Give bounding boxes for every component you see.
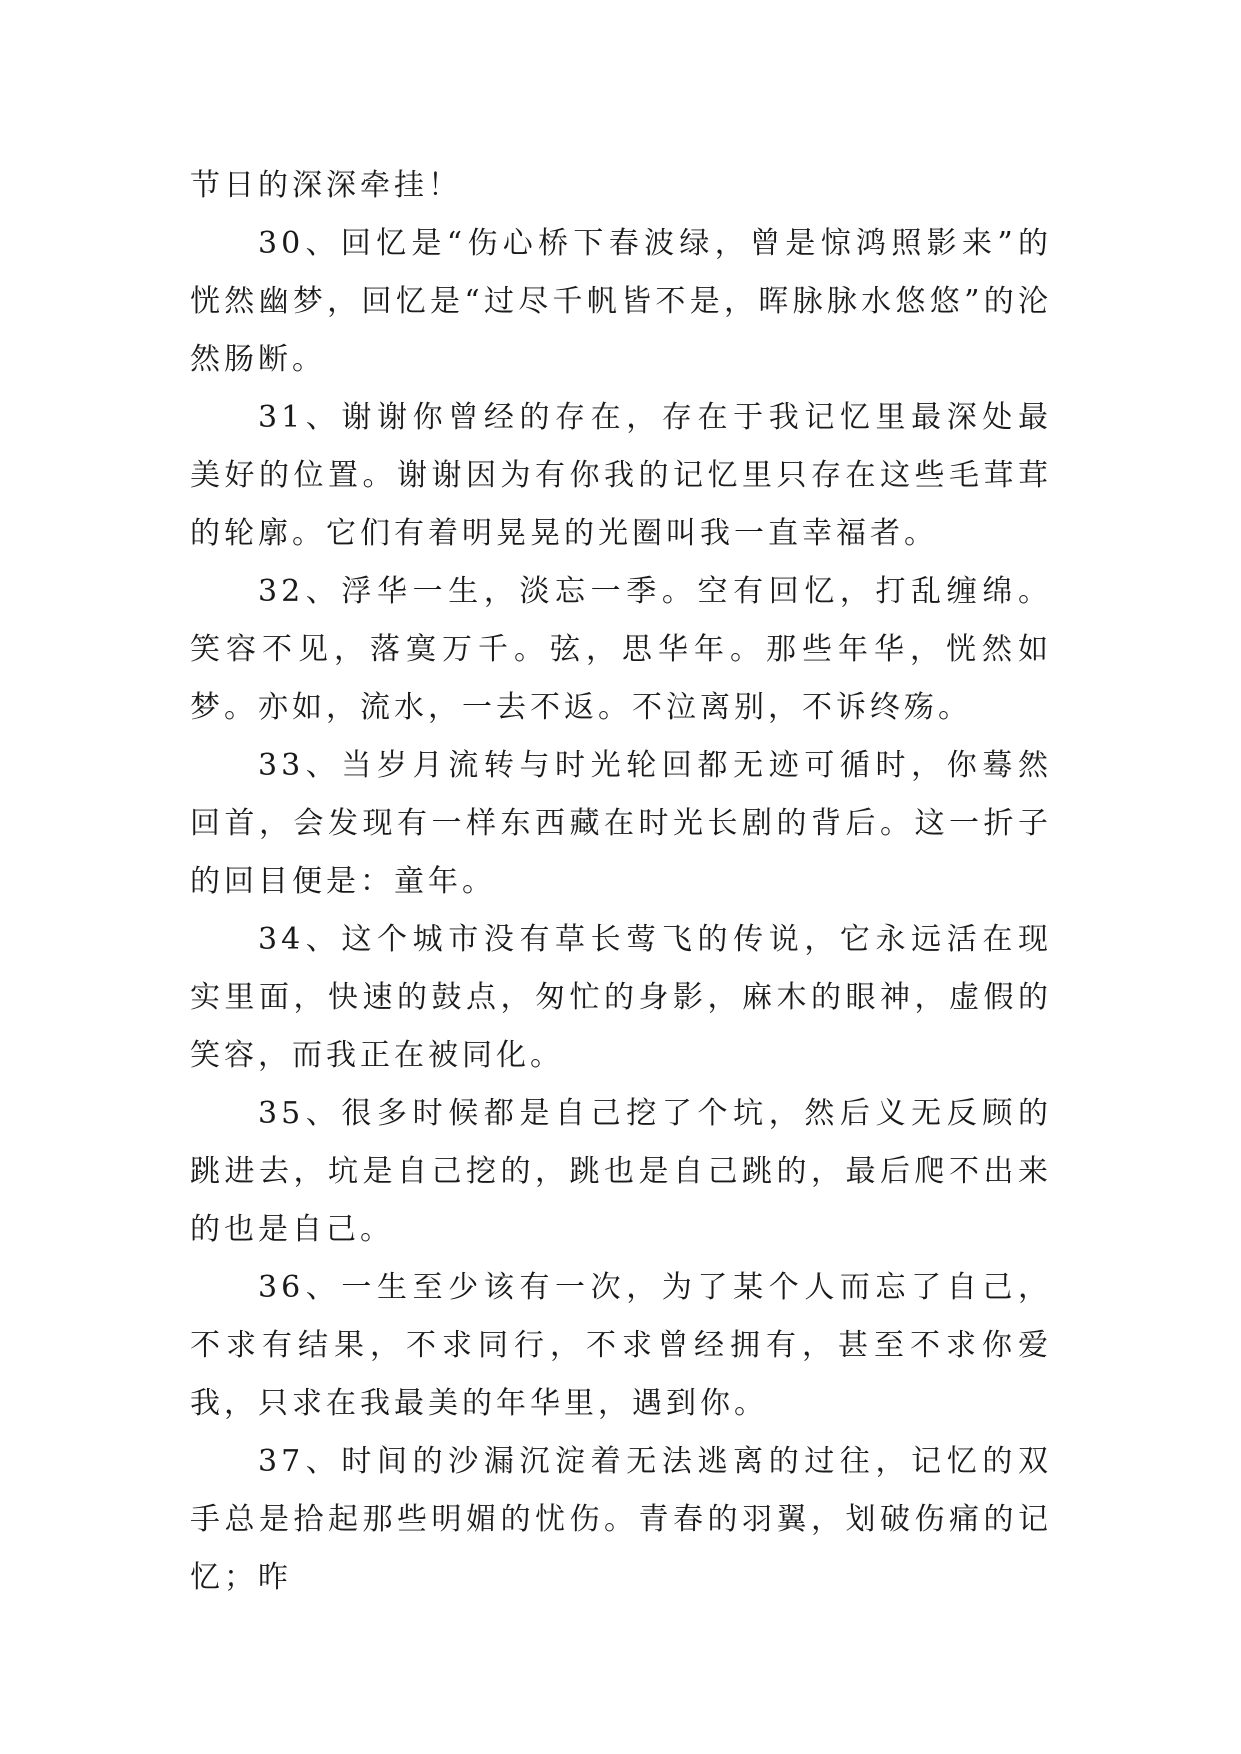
paragraph-37: 37、时间的沙漏沉淀着无法逃离的过往，记忆的双手总是拾起那些明媚的忧伤。青春的羽翼，划破伤痛的记忆；昨	[190, 1444, 1052, 1595]
paragraph-30: 30、回忆是“伤心桥下春波绿，曾是惊鸿照影来”的恍然幽梦，回忆是“过尽千帆皆不是，晖脉脉水悠悠”的沦然肠断。	[190, 226, 1052, 377]
paragraph-continuation: 节日的深深牵挂！	[190, 168, 462, 203]
paragraph-36: 36、一生至少该有一次，为了某个人而忘了自己，不求有结果，不求同行，不求曾经拥有，甚至不求你爱我，只求在我最美的年华里，遇到你。	[190, 1270, 1052, 1421]
paragraph-35: 35、很多时候都是自己挖了个坑，然后义无反顾的跳进去，坑是自己挖的，跳也是自己跳的，最后爬不出来的也是自己。	[190, 1096, 1052, 1247]
paragraph-33: 33、当岁月流转与时光轮回都无迹可循时，你蓦然回首，会发现有一样东西藏在时光长剧的背后。这一折子的回目便是：童年。	[190, 748, 1052, 899]
paragraph-31: 31、谢谢你曾经的存在，存在于我记忆里最深处最美好的位置。谢谢因为有你我的记忆里只存在这些毛茸茸的轮廓。它们有着明晃晃的光圈叫我一直幸福者。	[190, 400, 1052, 551]
document-body	[190, 157, 1052, 1607]
paragraph-32: 32、浮华一生，淡忘一季。空有回忆，打乱缠绵。笑容不见，落寞万千。弦，思华年。那些年华，恍然如梦。亦如，流水，一去不返。不泣离别，不诉终殇。	[190, 574, 1052, 725]
paragraph-34: 34、这个城市没有草长莺飞的传说，它永远活在现实里面，快速的鼓点，匆忙的身影，麻木的眼神，虚假的笑容，而我正在被同化。	[190, 922, 1052, 1073]
